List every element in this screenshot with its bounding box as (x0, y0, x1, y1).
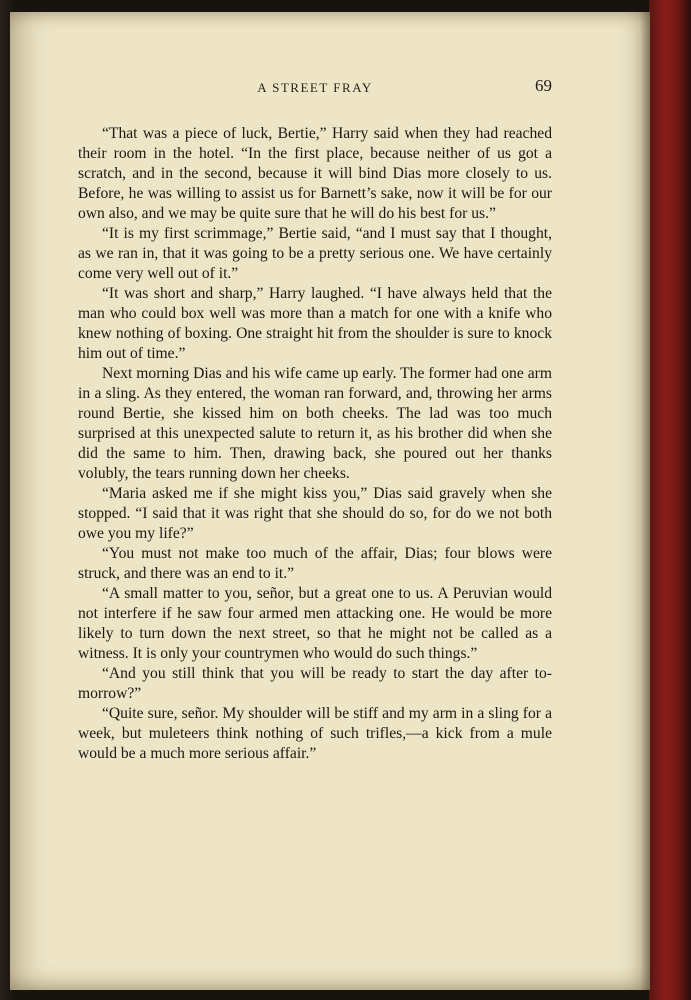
paragraph: “And you still think that you will be ready to start the day after to-morrow?” (78, 665, 552, 702)
paragraph: “Quite sure, señor. My shoulder will be stiff and my arm in a sling for a week, but muleteers think nothing of such trifles,—a kick from a mule would be a much more serious affair.” (78, 705, 552, 762)
paragraph: “It was short and sharp,” Harry laughed. “I have always held that the man who could box well was more than a match for one with a knife who knew nothing of boxing. One straight hit from the shoulder is sure to knock him out of time.” (78, 285, 552, 362)
page-number: 69 (535, 76, 552, 95)
book-binding-edge (649, 0, 691, 1000)
running-head: A STREET FRAY (257, 80, 373, 95)
paragraph: “That was a piece of luck, Bertie,” Harry said when they had reached their room in the hotel. “In the first place, because neither of us got a scratch, and in the second, because it will bind Dias more closely to us. Before, he was willing to assist us for Barnett’s sake, now it will be for our own also, and we may be quite sure that he will do his best for us.” (78, 125, 552, 222)
body-text (78, 124, 552, 764)
paragraph: “Maria asked me if she might kiss you,” Dias said gravely when she stopped. “I said that it was right that she should do so, for do we not both owe you my life?” (78, 485, 552, 542)
paragraph: Next morning Dias and his wife came up early. The former had one arm in a sling. As they entered, the woman ran forward, and, throwing her arms round Bertie, she kissed him on both cheeks. The lad was too much surprised at this unexpected salute to return it, as his brother did when she did the same to him. Then, drawing back, she poured out her thanks volubly, the tears running down her cheeks. (78, 365, 552, 482)
page-gutter-shadow (640, 12, 650, 990)
paragraph: “It is my first scrimmage,” Bertie said, “and I must say that I thought, as we ran in, that it was going to be a pretty serious one. We have certainly come very well out of it.” (78, 225, 552, 282)
page-header (78, 76, 552, 102)
paragraph: “A small matter to you, señor, but a great one to us. A Peruvian would not interfere if he saw four armed men attacking one. He would be more likely to turn down the next street, so that he might not be called as a witness. It is only your countrymen who would do such things.” (78, 585, 552, 662)
paragraph: “You must not make too much of the affair, Dias; four blows were struck, and there was an end to it.” (78, 545, 552, 582)
